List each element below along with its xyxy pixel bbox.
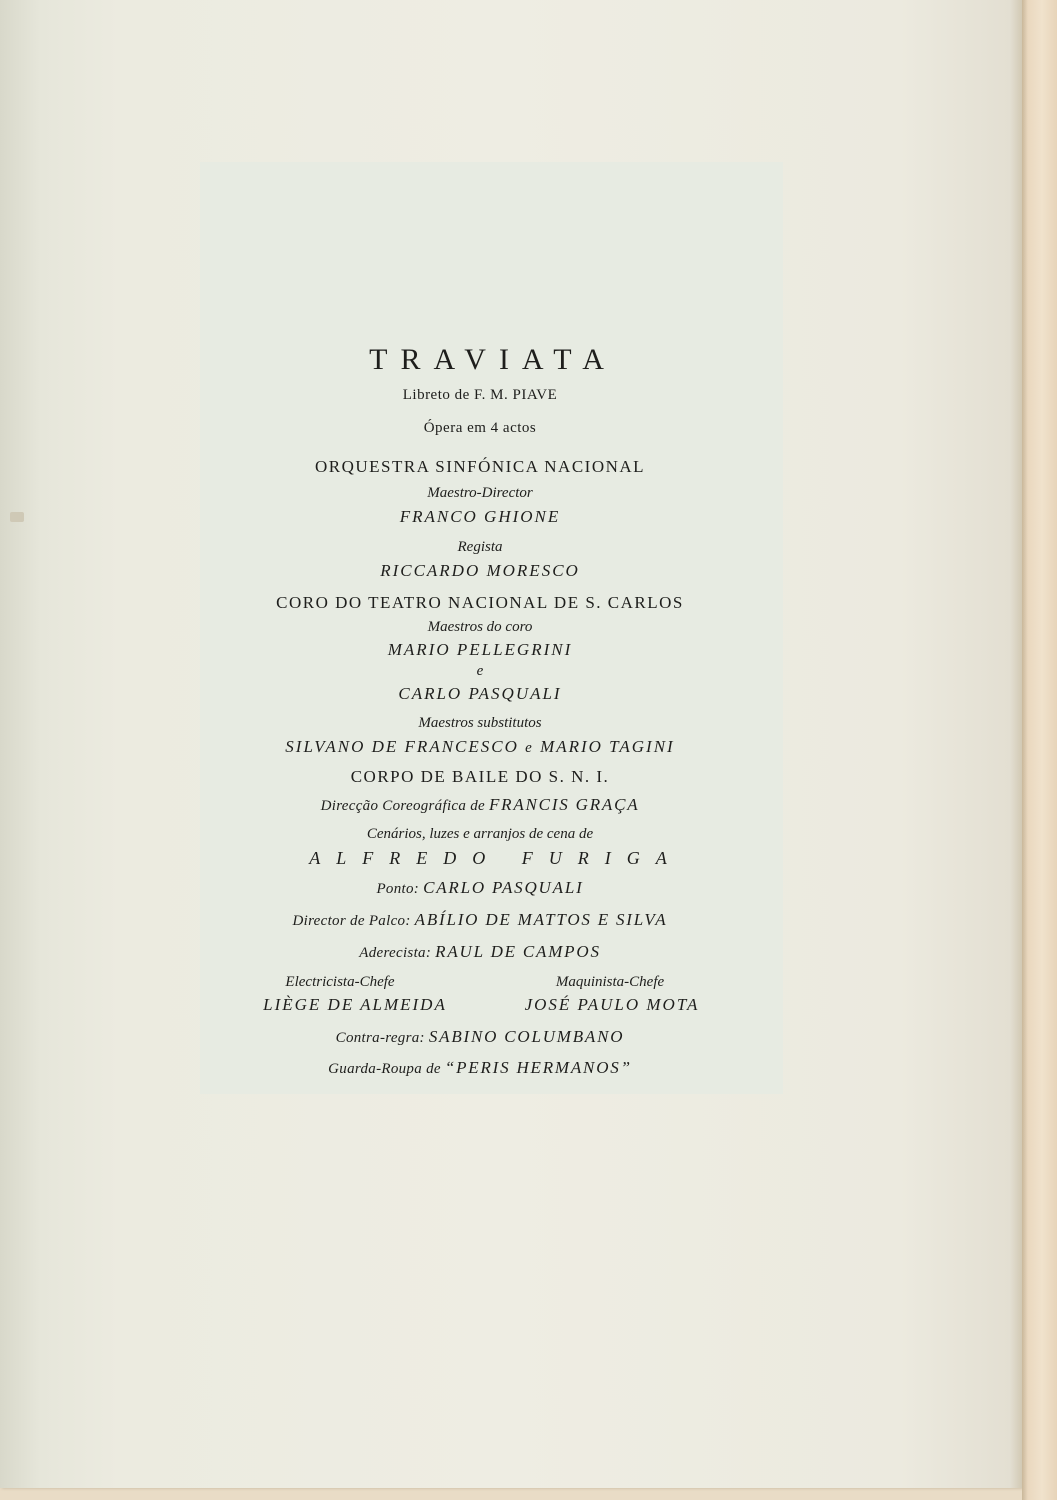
wardrobe-name: “PERIS HERMANOS” [444, 1058, 632, 1077]
electrician-role: Electricista-Chefe [285, 974, 395, 990]
prompter-label: Ponto: [376, 881, 420, 897]
prompter-line [200, 879, 760, 897]
substitutes-and: e [525, 740, 534, 756]
wardrobe-label: Guarda-Roupa de [328, 1061, 441, 1077]
substitute-1: SILVANO DE FRANCESCO [285, 737, 519, 756]
stagehand-label: Contra-regra: [335, 1030, 425, 1046]
page-edge [1022, 0, 1057, 1500]
conductor-role: Maestro-Director [427, 485, 533, 501]
director-role: Regista [457, 539, 503, 555]
props-name: RAUL DE CAMPOS [435, 942, 601, 961]
wardrobe-line [200, 1059, 760, 1077]
stagehand-line [200, 1028, 760, 1046]
choir-name: CORO DO TEATRO NACIONAL DE S. CARLOS [276, 593, 684, 612]
machinist-name: JOSÉ PAULO MOTA [524, 995, 700, 1014]
choreography-label: Direcção Coreográfica de [320, 798, 485, 814]
choir-master-2: CARLO PASQUALI [398, 684, 562, 703]
stage-director-line [200, 911, 760, 929]
choir-masters-role: Maestros do coro [427, 619, 533, 635]
sets-role: Cenários, luzes e arranjos de cena de [366, 826, 594, 842]
director-name: RICCARDO MORESCO [380, 561, 580, 580]
choreography-line [200, 796, 760, 814]
sets-name: ALFREDO FURIGA [309, 848, 683, 868]
substitutes-line [200, 738, 760, 756]
binding-mark [10, 512, 24, 522]
electrician-name: LIÈGE DE ALMEIDA [263, 995, 447, 1014]
orchestra-name: ORQUESTRA SINFÓNICA NACIONAL [314, 457, 646, 476]
choir-master-1: MARIO PELLEGRINI [387, 640, 573, 659]
choir-masters-and: e [476, 663, 484, 679]
stagehand-name: SABINO COLUMBANO [428, 1027, 625, 1046]
stage-director-label: Director de Palco: [292, 913, 411, 929]
props-line [200, 943, 760, 961]
props-label: Aderecista: [359, 945, 432, 961]
machinist-role: Maquinista-Chefe [555, 974, 665, 990]
acts-count: Ópera em 4 actos [423, 420, 537, 436]
opera-title: TRAVIATA [369, 343, 617, 376]
stage-director-name: ABÍLIO DE MATTOS E SILVA [414, 910, 668, 929]
substitutes-role: Maestros substitutos [418, 715, 542, 731]
choreography-name: FRANCIS GRAÇA [488, 795, 640, 814]
prompter-name: CARLO PASQUALI [423, 878, 584, 897]
substitute-2: MARIO TAGINI [540, 737, 675, 756]
ballet-name: CORPO DE BAILE DO S. N. I. [350, 767, 610, 786]
conductor-name: FRANCO GHIONE [399, 507, 561, 526]
libretto-credit: Libreto de F. M. PIAVE [402, 387, 558, 403]
